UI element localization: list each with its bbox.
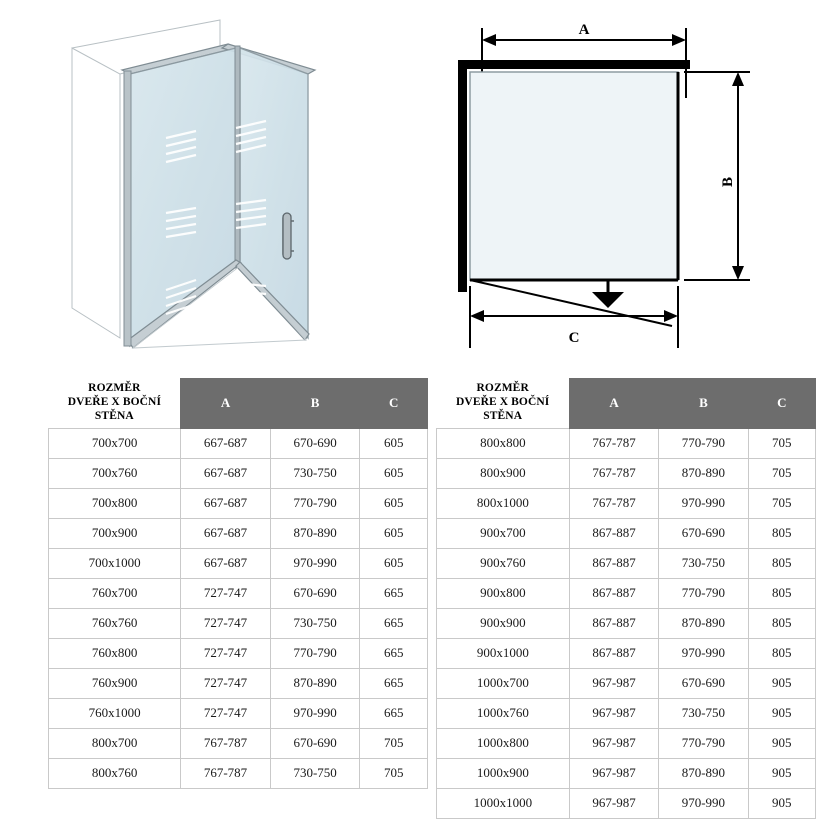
table-row [49,428,428,458]
cell-a: 767-787 [569,428,658,458]
cell-a: 667-687 [181,548,271,578]
cell-c: 605 [360,458,428,488]
cell-size: 1000x760 [437,698,570,728]
table-row [437,548,816,578]
cell-a: 967-987 [569,728,658,758]
cell-c: 705 [748,488,815,518]
cell-a: 867-887 [569,518,658,548]
cell-b: 870-890 [659,458,748,488]
cell-c: 805 [748,578,815,608]
cell-size: 900x1000 [437,638,570,668]
cell-c: 665 [360,578,428,608]
table-row [49,518,428,548]
table-row [437,578,816,608]
spec-table-left-wrapper [48,378,428,789]
cell-size: 900x760 [437,548,570,578]
table-row [49,608,428,638]
table-header-col-c: C [360,379,428,429]
table-row [49,638,428,668]
cell-b: 970-990 [659,488,748,518]
cell-c: 665 [360,608,428,638]
cell-c: 605 [360,518,428,548]
cell-c: 605 [360,488,428,518]
spec-table-left [48,378,428,789]
table-row [49,488,428,518]
cell-b: 970-990 [659,638,748,668]
spec-table-right [436,378,816,819]
cell-size: 800x700 [49,728,181,758]
cell-a: 667-687 [181,458,271,488]
cell-size: 700x800 [49,488,181,518]
table-header-size-label [437,379,570,429]
cell-c: 665 [360,668,428,698]
cell-c: 905 [748,788,815,818]
cell-c: 705 [748,428,815,458]
table-header-size-label [49,379,181,429]
table-row [437,698,816,728]
cell-size: 760x1000 [49,698,181,728]
cell-size: 760x700 [49,578,181,608]
cell-b: 670-690 [270,578,360,608]
header-label-line2: DVEŘE X BOČNÍ STĚNA [456,395,550,423]
header-label-line1: ROZMĚR [476,381,529,394]
cell-a: 727-747 [181,638,271,668]
cell-b: 770-790 [659,428,748,458]
table-header-col-b: B [270,379,360,429]
cell-a: 867-887 [569,548,658,578]
cell-size: 760x800 [49,638,181,668]
shower-enclosure-top-view [440,8,820,368]
cell-size: 700x700 [49,428,181,458]
cell-a: 767-787 [181,758,271,788]
dimension-label-a-top: A [578,22,590,38]
cell-b: 870-890 [270,668,360,698]
cell-b: 770-790 [270,638,360,668]
table-row [437,728,816,758]
table-row [49,578,428,608]
cell-b: 870-890 [270,518,360,548]
cell-b: 730-750 [270,758,360,788]
cell-c: 665 [360,638,428,668]
cell-a: 767-787 [569,488,658,518]
cell-b: 670-690 [659,518,748,548]
cell-a: 967-987 [569,698,658,728]
cell-a: 727-747 [181,578,271,608]
cell-size: 1000x800 [437,728,570,758]
table-header-col-b: B [659,379,748,429]
cell-b: 730-750 [270,608,360,638]
spec-table-right-wrapper [436,378,816,819]
cell-a: 867-887 [569,578,658,608]
cell-size: 700x760 [49,458,181,488]
table-row [437,788,816,818]
cell-a: 967-987 [569,758,658,788]
table-header-row [437,379,816,429]
table-row [437,488,816,518]
cell-size: 1000x1000 [437,788,570,818]
cell-c: 805 [748,548,815,578]
cell-a: 727-747 [181,698,271,728]
table-row [437,668,816,698]
shower-enclosure-3d-view [60,8,420,368]
table-row [437,518,816,548]
cell-a: 767-787 [181,728,271,758]
table-row [49,728,428,758]
cell-b: 730-750 [659,548,748,578]
cell-c: 805 [748,638,815,668]
cell-size: 800x800 [437,428,570,458]
cell-b: 970-990 [270,698,360,728]
cell-b: 870-890 [659,758,748,788]
cell-c: 705 [360,728,428,758]
cell-c: 605 [360,548,428,578]
cell-a: 767-787 [569,458,658,488]
table-row [437,758,816,788]
table-row [49,548,428,578]
cell-b: 770-790 [270,488,360,518]
drawings-area [0,0,836,372]
cell-b: 730-750 [270,458,360,488]
cell-b: 970-990 [270,548,360,578]
cell-b: 670-690 [659,668,748,698]
cell-size: 800x900 [437,458,570,488]
cell-size: 700x900 [49,518,181,548]
cell-c: 805 [748,518,815,548]
cell-size: 900x800 [437,578,570,608]
table-row [437,428,816,458]
cell-size: 800x1000 [437,488,570,518]
header-label-line1: ROZMĚR [88,381,141,394]
dimension-label-c-bottom: C [568,330,580,346]
cell-a: 667-687 [181,518,271,548]
cell-size: 1000x900 [437,758,570,788]
cell-size: 760x900 [49,668,181,698]
cell-b: 770-790 [659,728,748,758]
cell-c: 665 [360,698,428,728]
dimension-label-b-right: B [720,176,736,188]
table-header-row [49,379,428,429]
cell-c: 905 [748,668,815,698]
table-row [49,758,428,788]
cell-a: 667-687 [181,428,271,458]
table-header-col-a: A [181,379,271,429]
cell-a: 867-887 [569,608,658,638]
cell-a: 967-987 [569,788,658,818]
cell-b: 970-990 [659,788,748,818]
table-header-col-a: A [569,379,658,429]
cell-size: 760x760 [49,608,181,638]
cell-b: 670-690 [270,728,360,758]
table-row [437,458,816,488]
cell-size: 700x1000 [49,548,181,578]
cell-a: 867-887 [569,638,658,668]
cell-b: 730-750 [659,698,748,728]
table-row [49,458,428,488]
cell-c: 905 [748,698,815,728]
cell-size: 1000x700 [437,668,570,698]
cell-c: 905 [748,758,815,788]
table-header-col-c: C [748,379,815,429]
cell-a: 727-747 [181,668,271,698]
cell-size: 800x760 [49,758,181,788]
cell-b: 770-790 [659,578,748,608]
cell-c: 705 [360,758,428,788]
cell-a: 967-987 [569,668,658,698]
table-row [49,668,428,698]
table-row [437,638,816,668]
cell-c: 605 [360,428,428,458]
cell-a: 727-747 [181,608,271,638]
cell-size: 900x900 [437,608,570,638]
cell-size: 900x700 [437,518,570,548]
header-label-line2: DVEŘE X BOČNÍ STĚNA [67,395,162,423]
table-row [49,698,428,728]
cell-b: 870-890 [659,608,748,638]
cell-c: 805 [748,608,815,638]
table-row [437,608,816,638]
cell-c: 905 [748,728,815,758]
cell-a: 667-687 [181,488,271,518]
cell-c: 705 [748,458,815,488]
cell-b: 670-690 [270,428,360,458]
